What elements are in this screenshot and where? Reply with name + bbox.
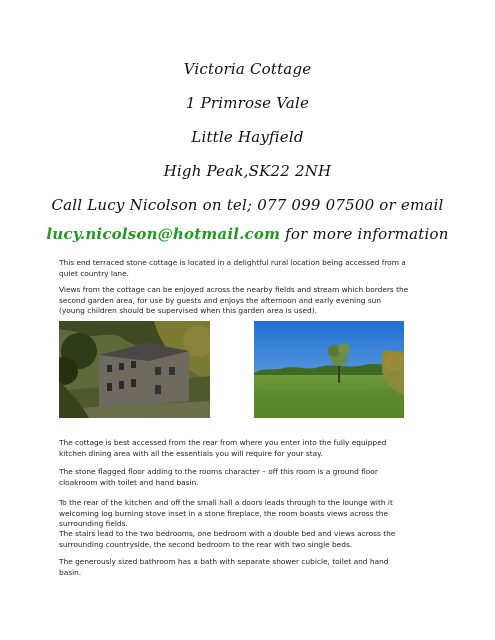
- address-locality: Little Hayfield: [191, 128, 304, 146]
- intro-paragraph: This end terraced stone cottage is located in a delightful rural location being accessed from a quiet country lane.: [59, 258, 406, 278]
- fields-photo: [254, 321, 404, 418]
- bedrooms-paragraph: The stairs lead to the two bedrooms, one bedroom with a double bed and views across the surrounding countryside, the second bedroom to the rear with two single beds.: [59, 529, 396, 549]
- address-street: 1 Primrose Vale: [185, 94, 310, 112]
- lounge-paragraph: To the rear of the kitchen and off the small hall a doors leads through to the lounge with it welcoming log burning stove inset in a stone fireplace, the room boasts views across the surrounding fields.: [59, 498, 393, 529]
- email-suffix: for more information: [280, 225, 449, 243]
- bathroom-paragraph: The generously sized bathroom has a bath with separate shower cubicle, toilet and hand basin.: [59, 557, 389, 577]
- contact-line: Call Lucy Nicolson on tel; 077 099 07500 or email: [51, 196, 444, 214]
- address-region: High Peak,SK22 2NH: [163, 162, 332, 180]
- views-paragraph: Views from the cottage can be enjoyed across the nearby fields and stream which borders the second garden area, for use by guests and enjoys the afternoon and early evening sun (young children should be supervised when this garden area is used).: [59, 285, 409, 316]
- email-line: [0, 225, 495, 243]
- email-link[interactable]: lucy.nicolson@hotmail.com: [46, 225, 281, 243]
- floor-paragraph: The stone flagged floor adding to the rooms character – off this room is a ground floor cloakroom with toilet and hand basin.: [59, 467, 378, 487]
- cottage-name: Victoria Cottage: [183, 60, 312, 78]
- cottage-photo: [59, 321, 210, 418]
- access-paragraph: The cottage is best accessed from the rear from where you enter into the fully equipped kitchen dining area with all the essentials you will require for your stay.: [59, 438, 387, 458]
